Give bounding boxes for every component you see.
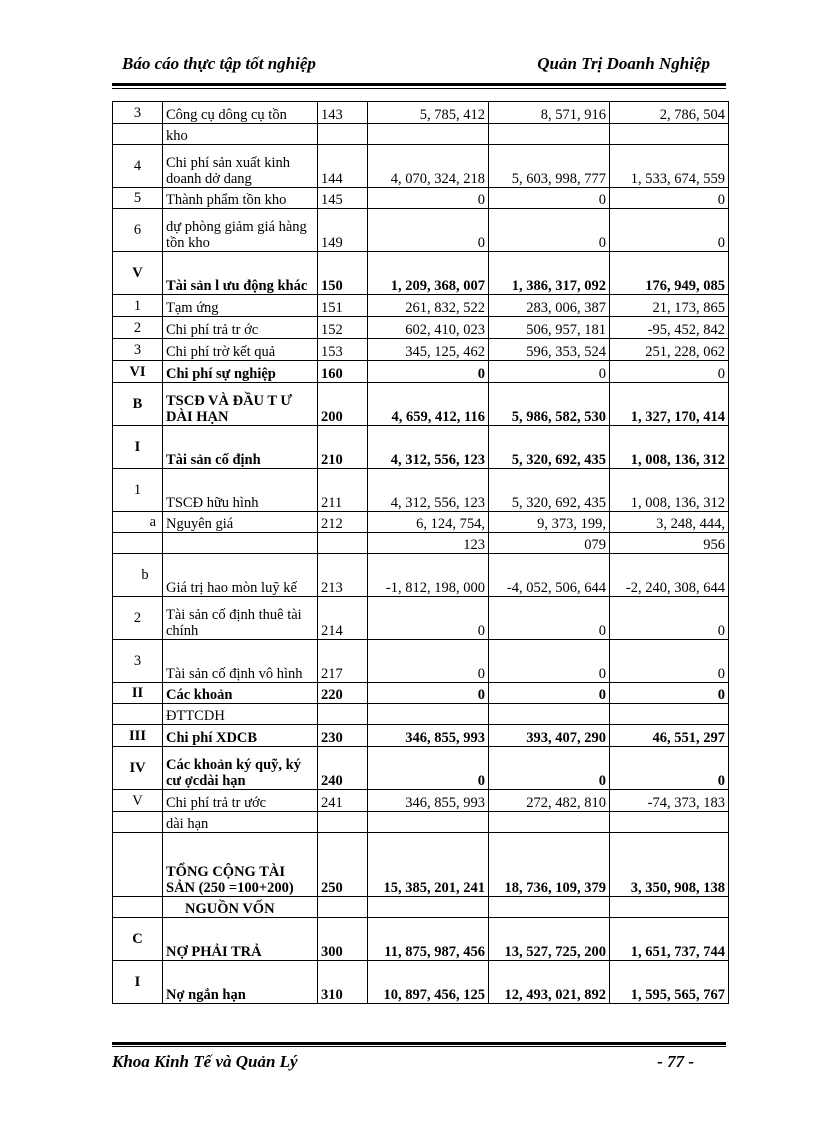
row-name: TỔNG CỘNG TÀI SẢN (250 =100+200) xyxy=(163,833,318,897)
table-row xyxy=(113,897,729,918)
row-name: Tài sản l ưu động khác xyxy=(163,252,318,295)
value-diff xyxy=(610,897,729,918)
value-start: 4, 312, 556, 123 xyxy=(368,426,489,469)
row-index: 3 xyxy=(113,640,163,683)
value-diff xyxy=(610,124,729,145)
row-name xyxy=(163,533,318,554)
row-name: Chi phí sự nghiệp xyxy=(163,361,318,383)
row-index: 1 xyxy=(113,295,163,317)
row-code: 230 xyxy=(318,725,368,747)
value-start: 1, 209, 368, 007 xyxy=(368,252,489,295)
row-code xyxy=(318,704,368,725)
table-row xyxy=(113,512,729,533)
value-end: 8, 571, 916 xyxy=(489,102,610,124)
row-code: 150 xyxy=(318,252,368,295)
value-diff: 176, 949, 085 xyxy=(610,252,729,295)
row-index: C xyxy=(113,918,163,961)
value-start: 0 xyxy=(368,188,489,209)
row-name: Thành phẩm tồn kho xyxy=(163,188,318,209)
row-index: 3 xyxy=(113,102,163,124)
row-code: 240 xyxy=(318,747,368,790)
row-code: 145 xyxy=(318,188,368,209)
row-index: IV xyxy=(113,747,163,790)
value-diff: 0 xyxy=(610,188,729,209)
row-name: Tài sản cố định xyxy=(163,426,318,469)
row-code: 220 xyxy=(318,683,368,704)
row-name: ĐTTCDH xyxy=(163,704,318,725)
row-code: 152 xyxy=(318,317,368,339)
table-row xyxy=(113,918,729,961)
value-start xyxy=(368,812,489,833)
value-diff: -2, 240, 308, 644 xyxy=(610,554,729,597)
row-name: Nợ ngắn hạn xyxy=(163,961,318,1004)
value-diff: 956 xyxy=(610,533,729,554)
value-end: 5, 320, 692, 435 xyxy=(489,469,610,512)
row-name: dài hạn xyxy=(163,812,318,833)
value-end xyxy=(489,704,610,725)
table-row xyxy=(113,640,729,683)
row-code: 210 xyxy=(318,426,368,469)
row-name: Giá trị hao mòn luỹ kế xyxy=(163,554,318,597)
value-start xyxy=(368,704,489,725)
value-end: 506, 957, 181 xyxy=(489,317,610,339)
value-diff: 1, 533, 674, 559 xyxy=(610,145,729,188)
table-row xyxy=(113,683,729,704)
row-name: Chi phí trả tr ớc xyxy=(163,317,318,339)
value-start: 346, 855, 993 xyxy=(368,725,489,747)
row-index: 1 xyxy=(113,469,163,512)
value-diff: 3, 350, 908, 138 xyxy=(610,833,729,897)
table-row xyxy=(113,317,729,339)
row-index: II xyxy=(113,683,163,704)
row-name: TSCĐ VÀ ĐẦU T Ư DÀI HẠN xyxy=(163,383,318,426)
table-row xyxy=(113,145,729,188)
row-name: dự phòng giảm giá hàng tồn kho xyxy=(163,209,318,252)
row-index: 2 xyxy=(113,317,163,339)
value-diff: 3, 248, 444, xyxy=(610,512,729,533)
value-diff: 1, 327, 170, 414 xyxy=(610,383,729,426)
row-code: 310 xyxy=(318,961,368,1004)
value-start: 346, 855, 993 xyxy=(368,790,489,812)
row-code: 214 xyxy=(318,597,368,640)
table-row xyxy=(113,469,729,512)
row-code xyxy=(318,533,368,554)
row-index: B xyxy=(113,383,163,426)
row-index xyxy=(113,704,163,725)
row-code: 151 xyxy=(318,295,368,317)
table-row xyxy=(113,124,729,145)
row-name: TSCĐ hữu hình xyxy=(163,469,318,512)
table-row xyxy=(113,833,729,897)
row-name: Các khoản ký quỹ, ký cư ợcdài hạn xyxy=(163,747,318,790)
value-diff: -95, 452, 842 xyxy=(610,317,729,339)
row-index: 2 xyxy=(113,597,163,640)
row-index xyxy=(113,897,163,918)
row-name: Chi phí trờ kết quả xyxy=(163,339,318,361)
value-start: -1, 812, 198, 000 xyxy=(368,554,489,597)
row-name: Nguyên giá xyxy=(163,512,318,533)
row-name: Tài sản cố định thuê tài chính xyxy=(163,597,318,640)
row-name: NGUỒN VỐN xyxy=(163,897,318,918)
table-row xyxy=(113,102,729,124)
row-index: V xyxy=(113,252,163,295)
row-code: 144 xyxy=(318,145,368,188)
row-code: 149 xyxy=(318,209,368,252)
row-index: b xyxy=(113,554,163,597)
value-diff: 1, 651, 737, 744 xyxy=(610,918,729,961)
value-start: 0 xyxy=(368,597,489,640)
row-index: 4 xyxy=(113,145,163,188)
row-code: 241 xyxy=(318,790,368,812)
table-row xyxy=(113,361,729,383)
value-diff: 1, 008, 136, 312 xyxy=(610,426,729,469)
value-start: 0 xyxy=(368,747,489,790)
footer-left: Khoa Kinh Tế và Quản Lý xyxy=(112,1052,298,1071)
row-index xyxy=(113,812,163,833)
table-row xyxy=(113,597,729,640)
row-code: 250 xyxy=(318,833,368,897)
table-row xyxy=(113,188,729,209)
value-start: 6, 124, 754, xyxy=(368,512,489,533)
row-index xyxy=(113,833,163,897)
value-start xyxy=(368,897,489,918)
value-diff: 21, 173, 865 xyxy=(610,295,729,317)
value-diff: 0 xyxy=(610,640,729,683)
row-index xyxy=(113,533,163,554)
value-start: 0 xyxy=(368,683,489,704)
value-end: 13, 527, 725, 200 xyxy=(489,918,610,961)
table-row xyxy=(113,725,729,747)
value-end: 0 xyxy=(489,683,610,704)
row-code: 211 xyxy=(318,469,368,512)
row-code: 217 xyxy=(318,640,368,683)
value-start: 0 xyxy=(368,209,489,252)
row-name: Tài sản cố định vô hình xyxy=(163,640,318,683)
row-code: 300 xyxy=(318,918,368,961)
value-start: 4, 312, 556, 123 xyxy=(368,469,489,512)
value-start: 10, 897, 456, 125 xyxy=(368,961,489,1004)
value-diff: 0 xyxy=(610,683,729,704)
table-row xyxy=(113,339,729,361)
value-end: 9, 373, 199, xyxy=(489,512,610,533)
row-index: VI xyxy=(113,361,163,383)
row-index: I xyxy=(113,426,163,469)
row-code: 213 xyxy=(318,554,368,597)
value-end: 5, 603, 998, 777 xyxy=(489,145,610,188)
value-diff: 0 xyxy=(610,361,729,383)
value-end: 272, 482, 810 xyxy=(489,790,610,812)
row-index: a xyxy=(113,512,163,533)
row-code: 153 xyxy=(318,339,368,361)
row-name: Chi phí trả tr ước xyxy=(163,790,318,812)
table-row xyxy=(113,790,729,812)
row-name: kho xyxy=(163,124,318,145)
row-code xyxy=(318,812,368,833)
value-end: 0 xyxy=(489,747,610,790)
header-right: Quản Trị Doanh Nghiệp xyxy=(537,54,710,73)
row-index: V xyxy=(113,790,163,812)
value-end: 0 xyxy=(489,640,610,683)
row-index: 5 xyxy=(113,188,163,209)
value-diff: 1, 595, 565, 767 xyxy=(610,961,729,1004)
value-diff: -74, 373, 183 xyxy=(610,790,729,812)
table-row xyxy=(113,426,729,469)
row-code xyxy=(318,124,368,145)
row-name: Chi phí sản xuất kinh doanh dở dang xyxy=(163,145,318,188)
table-row xyxy=(113,961,729,1004)
value-end: 283, 006, 387 xyxy=(489,295,610,317)
value-diff: 0 xyxy=(610,747,729,790)
footer-rule xyxy=(112,1042,726,1047)
table-row xyxy=(113,209,729,252)
balance-sheet-table xyxy=(112,101,729,1004)
value-start: 261, 832, 522 xyxy=(368,295,489,317)
row-index: III xyxy=(113,725,163,747)
table-row xyxy=(113,533,729,554)
value-diff xyxy=(610,812,729,833)
value-end xyxy=(489,812,610,833)
value-start: 345, 125, 462 xyxy=(368,339,489,361)
value-end: 5, 986, 582, 530 xyxy=(489,383,610,426)
row-index: 3 xyxy=(113,339,163,361)
value-start: 15, 385, 201, 241 xyxy=(368,833,489,897)
row-index: I xyxy=(113,961,163,1004)
value-end: 1, 386, 317, 092 xyxy=(489,252,610,295)
table-row xyxy=(113,295,729,317)
value-end: 0 xyxy=(489,597,610,640)
table-row xyxy=(113,554,729,597)
row-code xyxy=(318,897,368,918)
header-rule xyxy=(112,83,726,89)
value-end: 18, 736, 109, 379 xyxy=(489,833,610,897)
row-name: Công cụ dông cụ tồn xyxy=(163,102,318,124)
table-row xyxy=(113,747,729,790)
row-name: NỢ PHẢI TRẢ xyxy=(163,918,318,961)
value-diff: 0 xyxy=(610,209,729,252)
value-start: 4, 070, 324, 218 xyxy=(368,145,489,188)
header-left: Báo cáo thực tập tốt nghiệp xyxy=(122,54,316,73)
value-diff xyxy=(610,704,729,725)
table-row xyxy=(113,704,729,725)
value-end: 0 xyxy=(489,209,610,252)
table-row xyxy=(113,383,729,426)
value-diff: 0 xyxy=(610,597,729,640)
value-end: 0 xyxy=(489,188,610,209)
value-start: 123 xyxy=(368,533,489,554)
value-diff: 251, 228, 062 xyxy=(610,339,729,361)
value-start: 11, 875, 987, 456 xyxy=(368,918,489,961)
value-diff: 2, 786, 504 xyxy=(610,102,729,124)
value-end: 596, 353, 524 xyxy=(489,339,610,361)
table-row xyxy=(113,252,729,295)
row-code: 200 xyxy=(318,383,368,426)
value-end: 5, 320, 692, 435 xyxy=(489,426,610,469)
row-name: Chi phí XDCB xyxy=(163,725,318,747)
row-code: 160 xyxy=(318,361,368,383)
row-code: 143 xyxy=(318,102,368,124)
value-start: 0 xyxy=(368,361,489,383)
table-row xyxy=(113,812,729,833)
value-end: 079 xyxy=(489,533,610,554)
row-name: Tạm ứng xyxy=(163,295,318,317)
value-end: 12, 493, 021, 892 xyxy=(489,961,610,1004)
row-index: 6 xyxy=(113,209,163,252)
row-name: Các khoản xyxy=(163,683,318,704)
value-end: 393, 407, 290 xyxy=(489,725,610,747)
page-number: - 77 - xyxy=(657,1052,694,1071)
value-end xyxy=(489,124,610,145)
value-end: -4, 052, 506, 644 xyxy=(489,554,610,597)
value-end: 0 xyxy=(489,361,610,383)
value-start: 602, 410, 023 xyxy=(368,317,489,339)
value-diff: 46, 551, 297 xyxy=(610,725,729,747)
value-start: 5, 785, 412 xyxy=(368,102,489,124)
row-code: 212 xyxy=(318,512,368,533)
row-index xyxy=(113,124,163,145)
value-diff: 1, 008, 136, 312 xyxy=(610,469,729,512)
value-start xyxy=(368,124,489,145)
value-start: 4, 659, 412, 116 xyxy=(368,383,489,426)
value-end xyxy=(489,897,610,918)
value-start: 0 xyxy=(368,640,489,683)
